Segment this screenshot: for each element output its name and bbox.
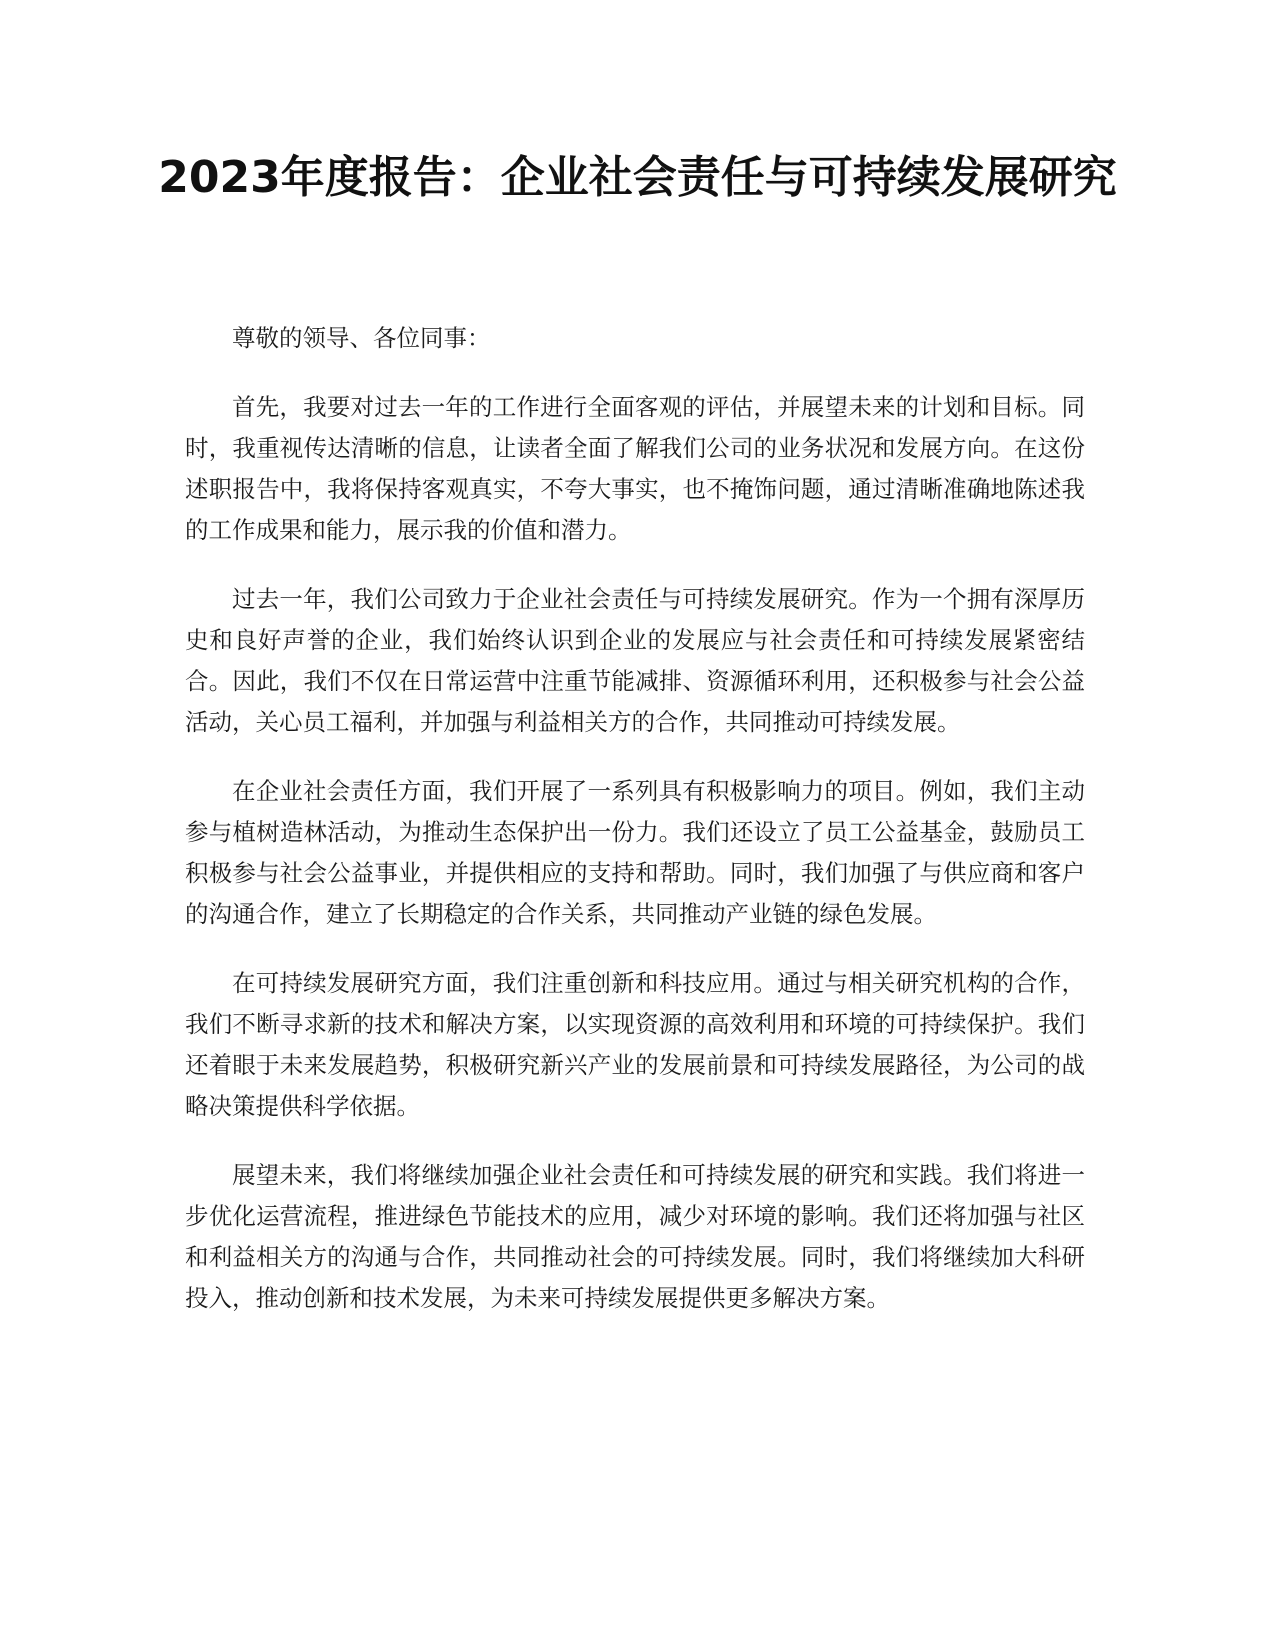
body-paragraph: 在可持续发展研究方面，我们注重创新和科技应用。通过与相关研究机构的合作，我们不断寻求新的技术和解决方案，以实现资源的高效利用和环境的可持续保护。我们还着眼于未来发展趋势，积极研究新兴产业的发展前景和可持续发展路径，为公司的战略决策提供科学依据。 — [185, 969, 1085, 1120]
body-paragraph: 在企业社会责任方面，我们开展了一系列具有积极影响力的项目。例如，我们主动参与植树造林活动，为推动生态保护出一份力。我们还设立了员工公益基金，鼓励员工积极参与社会公益事业，并提供相应的支持和帮助。同时，我们加强了与供应商和客户的沟通合作，建立了长期稳定的合作关系，共同推动产业链的绿色发展。 — [185, 777, 1085, 928]
body-paragraph: 过去一年，我们公司致力于企业社会责任与可持续发展研究。作为一个拥有深厚历史和良好声誉的企业，我们始终认识到企业的发展应与社会责任和可持续发展紧密结合。因此，我们不仅在日常运营中注重节能减排、资源循环利用，还积极参与社会公益活动，关心员工福利，并加强与利益相关方的合作，共同推动可持续发展。 — [185, 585, 1085, 736]
document-title: 2023年度报告：企业社会责任与可持续发展研究 — [158, 152, 1117, 203]
salutation-paragraph: 尊敬的领导、各位同事： — [232, 324, 491, 352]
body-paragraph: 首先，我要对过去一年的工作进行全面客观的评估，并展望未来的计划和目标。同时，我重视传达清晰的信息，让读者全面了解我们公司的业务状况和发展方向。在这份述职报告中，我将保持客观真实，不夸大事实，也不掩饰问题，通过清晰准确地陈述我的工作成果和能力，展示我的价值和潜力。 — [185, 393, 1085, 544]
body-paragraph: 展望未来，我们将继续加强企业社会责任和可持续发展的研究和实践。我们将进一步优化运营流程，推进绿色节能技术的应用，减少对环境的影响。我们还将加强与社区和利益相关方的沟通与合作，共同推动社会的可持续发展。同时，我们将继续加大科研投入，推动创新和技术发展，为未来可持续发展提供更多解决方案。 — [185, 1161, 1085, 1312]
document-body — [185, 318, 1085, 1347]
